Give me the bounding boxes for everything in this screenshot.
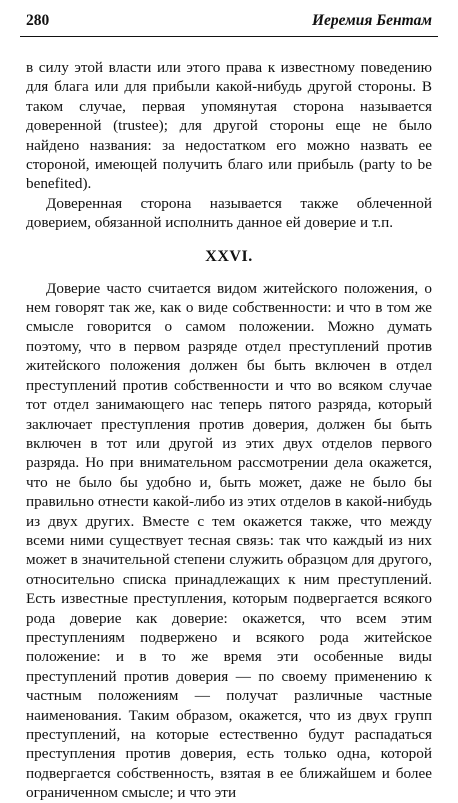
paragraph-continued: в силу этой власти или этого права к известному поведению для блага или для прибыли какой-нибудь другой стороны. В таком случае, первая упомянутая сторона называется доверенной (trustee); для другой стороны еще не было найдено названия: за недостатком его можно назвать ее стороной, имеющей получить благо или прибыль (party to be benefited).: [26, 59, 432, 193]
paragraph-trustee-definition: Доверенная сторона называется также облеченной доверием, обязанной исполнить данное ей доверие и т.п.: [26, 194, 432, 232]
section-heading: XXVI.: [205, 247, 253, 265]
running-head: Иеремия Бентам: [311, 12, 432, 29]
body-text: [26, 58, 432, 803]
header-rule: [20, 36, 438, 37]
page-header: [26, 10, 432, 32]
page-number: 280: [26, 12, 50, 29]
paragraph-section-body: Доверие часто считается видом житейского положения, о нем говорят так же, как о виде собственности: и что в том же смысле говорится о самом положении. Можно думать поэтому, что в первом разряде отдел преступлений против житейского положения должен бы быть включен в отдел преступлений против собственности и что во всяком случае тот отдел занимающего нас теперь пятого разряда, который заключает преступления против доверия, должен бы быть включен в тот или другой из этих двух отделов первого разряда. Но при внимательном рассмотрении дела окажется, что не было бы удобно и, быть может, даже не было бы правильно отнести какой-либо из этих отделов в какой-нибудь из двух других. Вместе с тем окажется также, что между всеми ними существует тесная связь: так что каждый из них может в значительной степени служить образцом для другого, относительно списка принадлежащих к ним преступлений. Есть известные преступления, которым подвергается всякого рода доверие как доверие: окажется, что всем этим преступлениям подвержено и всякого рода житейское положение: и в то же время эти особенные виды преступлений против доверия — по своему применению к частным положениям — получат различные частные наименования. Таким образом, окажется, что из двух групп преступлений, на которые естественно будут распадаться преступления против доверия, есть только одна, которой подвергается собственность, взятая в ее ближайшем и более ограниченном смысле; и что эти: [26, 279, 432, 802]
